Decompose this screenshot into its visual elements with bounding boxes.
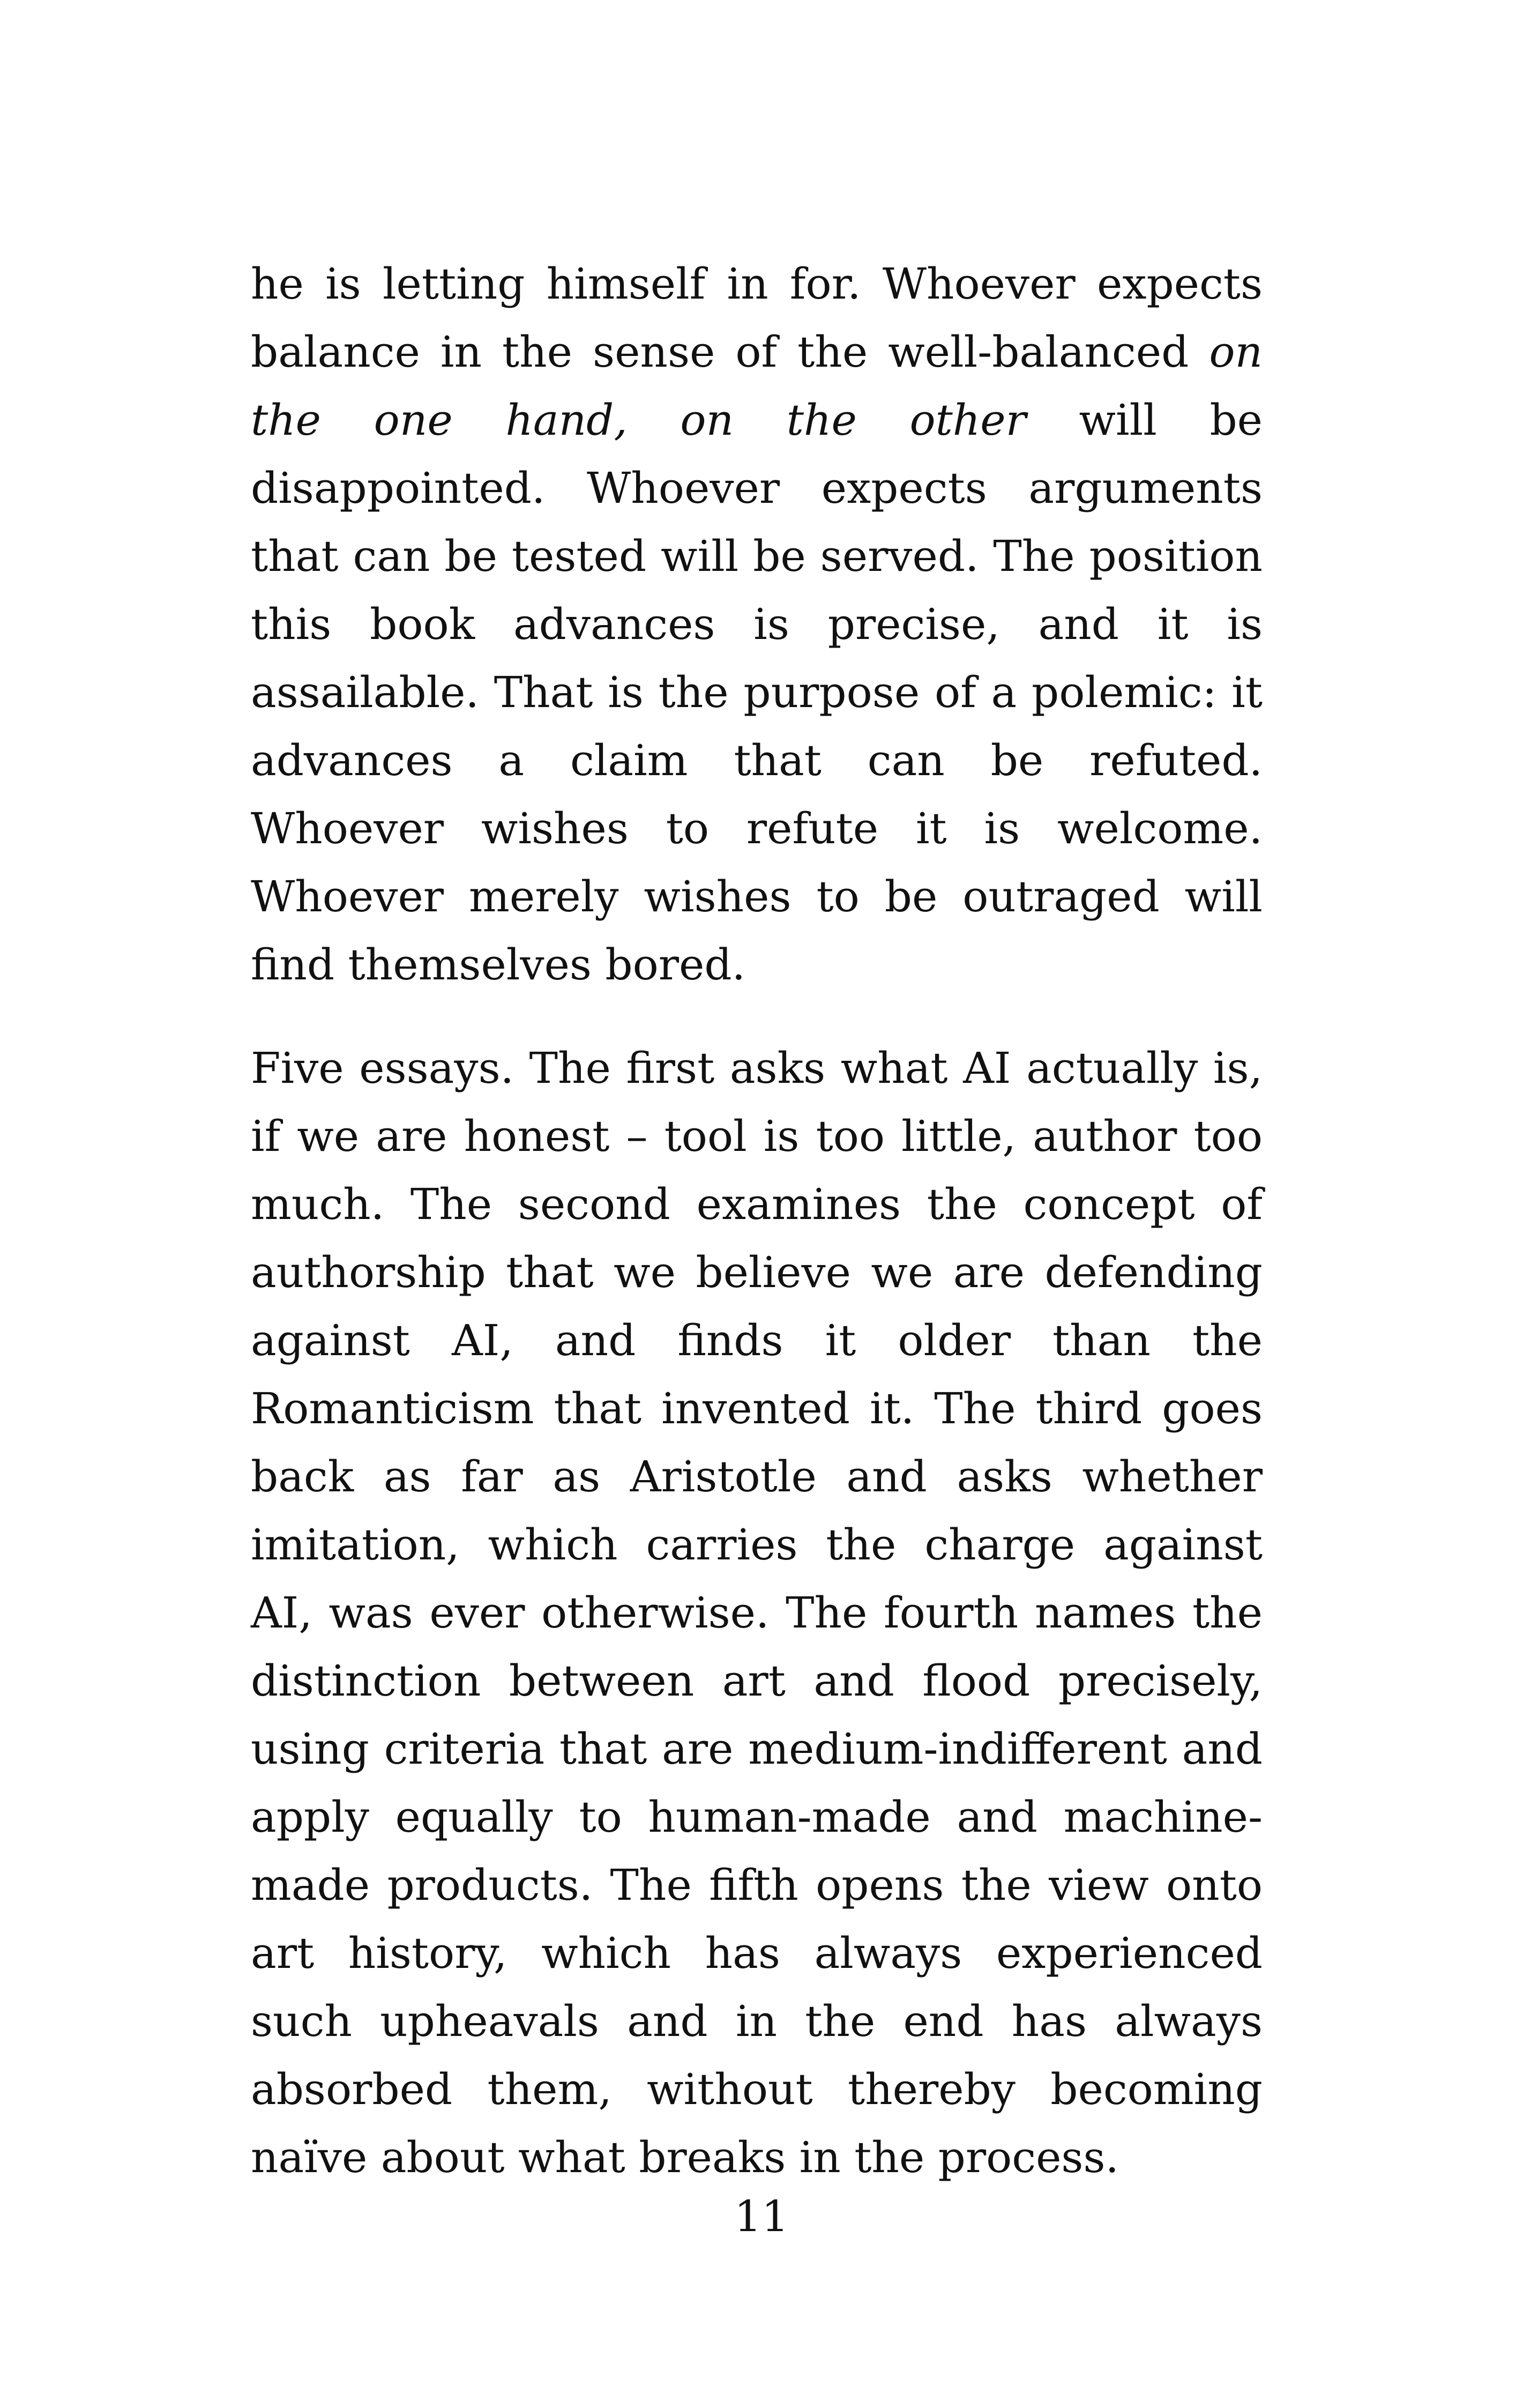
body-text <box>251 250 1263 2191</box>
paragraph-2: Five essays. The first asks what AI actually is, if we are honest – tool is too little, author too much. The second examines the concept of authorship that we believe we are defending against AI, and finds it older than the Romanticism that invented it. The third goes back as far as Aristotle and asks whether imitation, which carries the charge against AI, was ever otherwise. The fourth names the distinction between art and flood precisely, using criteria that are medium-indifferent and apply equally to human-made and machine-made products. The fifth opens the view onto art history, which has always experienced such upheavals and in the end has always absorbed them, without thereby becoming naïve about what breaks in the process. <box>251 1043 1263 2182</box>
paragraph-1-text-start: he is letting himself in for. Whoever expects balance in the sense of the well-balanced <box>251 259 1263 377</box>
paragraph-1 <box>251 250 1263 999</box>
paragraph-1-text-end: will be disappointed. Whoever expects arguments that can be tested will be served. The position this book advances is precise, and it is assailable. That is the purpose of a polemic: it advances a claim that can be refuted. Whoever wishes to refute it is welcome. Whoever merely wishes to be outraged will find themselves bored. <box>251 395 1263 990</box>
paragraph-1-italic-phrase: on the one hand, on the other <box>251 327 1263 445</box>
page-number: 11 <box>734 2191 789 2241</box>
